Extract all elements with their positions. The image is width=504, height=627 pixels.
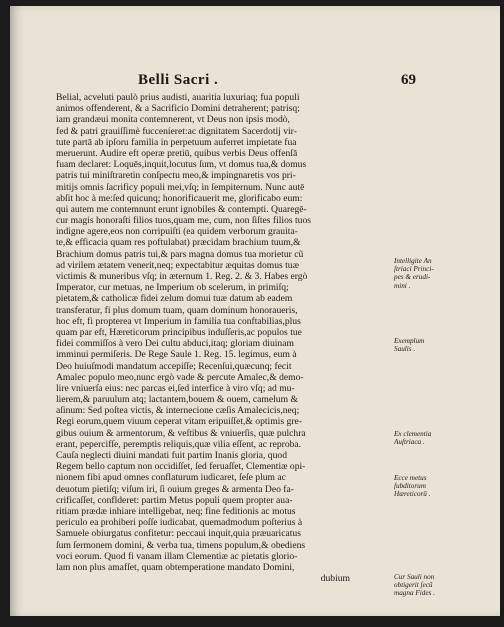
text-line: qui autem me contemnunt erunt ignobiles & contempti. Quaregē-: [56, 203, 307, 215]
text-line: transferatur, fi plus domum tuam, quam dominum honoraueris,: [56, 304, 298, 316]
margin-note-line: magna Fides .: [394, 589, 435, 598]
margin-note-line: ſtriaci Princi-: [394, 265, 434, 274]
text-line: Regi eorum,quem viuum ceperat vitam eripuiſſet,& optimis gre-: [56, 416, 302, 428]
text-line: Amalec populo meo,nunc ergò vade & percute Amalec,& demo-: [56, 371, 304, 383]
margin-note-line: Cur Sauli non: [394, 573, 435, 581]
text-line: Brachium domus patris tui,& pars magna domus tua morietur cũ: [56, 248, 304, 260]
text-line: periculo ea prohiberi poſſe iudicabat, quemadmodum poſterius à: [56, 517, 303, 529]
text-line: Deo huiuſmodi mandatum accepiſſe; Recenſui,quæcunq; fecit: [56, 360, 292, 372]
text-line: iam grandæui monita contemnerent, vt Deus non ipsis modò,: [56, 114, 290, 126]
text-line: lierem,& paruulum atq; lactantem,bouem & ouem, camelum &: [56, 394, 298, 406]
margin-note: [394, 573, 440, 598]
text-line: Cauſa neglecti diuini mandati fuit partim Inanis gloria, quod: [56, 450, 287, 461]
margin-note-line: Ecce metus: [394, 474, 427, 482]
text-line: gibus ouium & armentorum, & veſtibus & vniuerſis, quæ pulchra: [56, 427, 306, 439]
text-line: aſinum: Sed poſtea victis, & internecione cæſis Amalecicis,neq;: [56, 405, 300, 417]
margin-note: [394, 257, 440, 290]
margin-note-line: mini .: [394, 281, 411, 290]
text-line: nionem fibi apud omnes conflaturum iudicaret, ſeſe plum ac: [56, 472, 286, 484]
text-line: patris tui miniſtraretin conſpectu meo,& impingnaretis vos pri-: [56, 170, 296, 182]
book-page: [10, 6, 500, 616]
margin-note: [394, 430, 440, 446]
text-line: cur magis honoraſti filios tuos,quam me, cum, non ſiſtes filios tuos: [56, 215, 312, 227]
text-line: tute partā ab ipſoru familia in perpetuum auferret impietate fua: [56, 136, 297, 148]
text-line: ad virilem ætatem venerit,neq; expectabitur æquitas domus tuæ: [56, 259, 299, 271]
text-line: fidei commiſſos à vero Dei cultu abduci,itaq; gloriam diuinam: [56, 338, 294, 350]
text-line: mitijs omnis ſacrificy populi mei,vſq; in ſempiternum. Nunc autē: [56, 181, 305, 193]
main-text-block: [56, 92, 390, 584]
margin-note-line: Exemplum: [394, 337, 425, 345]
margin-note-line: obtigerit ſecũ: [394, 581, 433, 590]
text-line: imminui permiſeris. De Rege Saule 1. Reg. 15. legimus, eum à: [56, 349, 297, 361]
margin-note-line: Hæreticorū .: [394, 490, 431, 499]
text-line: Samuele obiurgatus confitetur: peccaui inquit,quia præuaricatus: [56, 528, 301, 540]
text-line: erant, pepercifſe, peremptis reliquis,quæ vilia eſſent, ac reproba.: [56, 438, 302, 450]
text-line: fuam declaret: Loquēs,inquit,locutus ſum, vt domus tua,& domus: [56, 159, 307, 171]
page-number: 69: [401, 72, 416, 88]
text-line: pietatem,& catholicæ fidei zelum domui tuæ datum ab eadem: [56, 293, 293, 305]
running-header: [48, 72, 478, 90]
text-line: ſum ſermonem domini, & verba tua, timens populum,& obediens: [56, 539, 306, 551]
text-line: crificaſſet, conflderet: partim Metus populi quem propter aua-: [56, 494, 293, 506]
text-line: te,& efficacia quam res poftulabat) præcidam brachium tuum,&: [56, 237, 301, 249]
text-line: Imperator, cur metuas, ne Imperium ob scelerum, in primiſq;: [56, 282, 289, 294]
text-line: meruerunt. Audire eft operæ pretiū, quibus verbis Deus offenſā: [56, 147, 298, 159]
text-line: hoc eft, fi propterea vt Imperium in familia tua conftabilias,plus: [56, 315, 301, 327]
margin-note-line: Auſtriaca .: [394, 438, 425, 447]
margin-note: [394, 474, 440, 499]
text-line: dubium: [320, 573, 350, 585]
text-line: Regem bello captum non occidiſſet, ſed feruaſſet, Clementiæ opi-: [56, 461, 306, 473]
text-line: deuotum pietiſq; viſum iri, ſi ouium greges & armenta Deo fa-: [56, 483, 294, 495]
text-line: lam non plus amafſet, quam obtemperatione mandato Domini,: [56, 561, 295, 573]
margin-note-line: Intelligite An: [394, 257, 432, 265]
margin-note: [394, 337, 440, 353]
text-line: voci eorum. Quod fi vanam illam Clementiæ ac pietatis glorio-: [56, 550, 298, 562]
margin-note-line: Ex clementia: [394, 430, 432, 438]
text-line: indigne agere,eos non corripuiſti (ea quidem verborum grauita-: [56, 226, 298, 238]
margin-note-line: Saulis .: [394, 345, 416, 354]
margin-note-line: ſubditorum: [394, 482, 426, 491]
text-line: ritiam prædæ inhiare intelligebat, neq; fine feditionis ac motus: [56, 505, 296, 517]
running-title: Belli Sacri .: [138, 72, 219, 88]
text-line: lire vniuerſa eius: nec parcas ei,ſed interfice à viro vſq; ad mu-: [56, 382, 295, 394]
text-line: victimis & muneribus vſq; in æternum 1. Reg. 2. & 3. Habes ergò: [56, 271, 308, 282]
text-line: animos offenderent, & a Sacrificio Domini detraherent; patrisq;: [56, 103, 300, 115]
text-line: quam par eft, Hæreticorum principibus induſſeris,ac populos tue: [56, 326, 302, 338]
margin-note-line: pes & erudi-: [394, 273, 431, 282]
text-line: fed & patri grauiſſimè fucceníeret:ac dignitatem Sacerdotij vir-: [56, 125, 297, 137]
text-line: Belial, acveluti paulò prius audisti, auaritia luxuriaq; fua populi: [56, 92, 300, 103]
text-line: abſit hoc à me:ſed quicunq; honorificauerit me, glorificabo eum:: [56, 192, 303, 204]
